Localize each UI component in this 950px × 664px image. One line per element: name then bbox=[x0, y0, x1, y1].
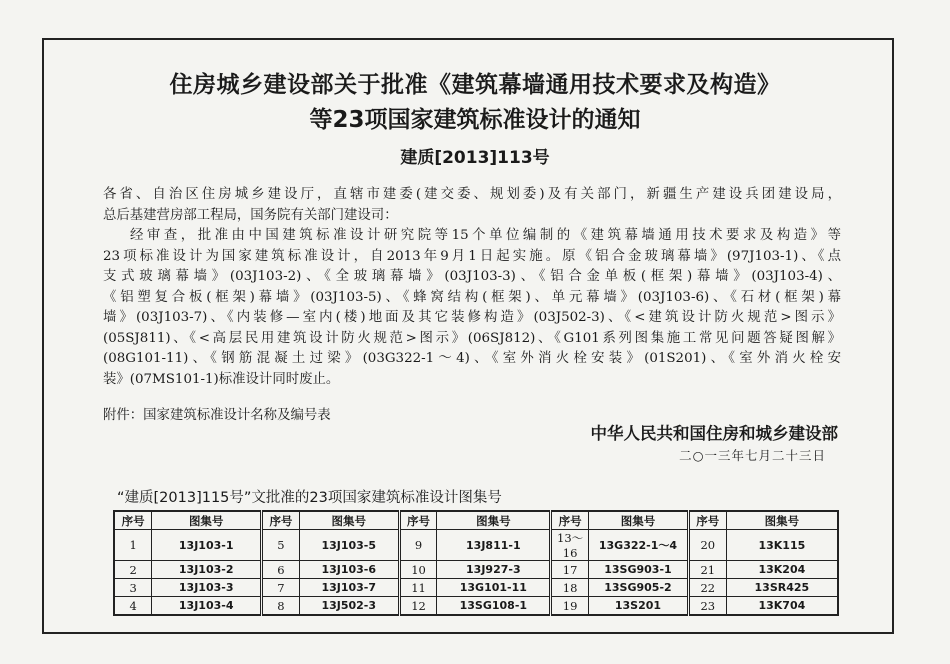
atlas-number: 13S201 bbox=[589, 597, 689, 616]
atlas-number: 13J103-2 bbox=[152, 561, 262, 579]
row-number: 20 bbox=[688, 530, 726, 561]
table-row bbox=[114, 561, 838, 579]
document-number: 建质[2013]113号 bbox=[400, 148, 550, 168]
row-number: 12 bbox=[399, 597, 437, 616]
body-line: 支式玻璃幕墙》(03J103-2)、《全玻璃幕墙》(03J103-3)、《铝合金单板(框架)幕墙》(03J103-4)、 bbox=[103, 269, 841, 284]
row-number: 3 bbox=[114, 579, 152, 597]
body-line: 墙》(03J103-7)、《内装修—室内(楼)地面及其它装修构造》(03J502-3)、《<建筑设计防火规范>图示》 bbox=[103, 310, 841, 325]
atlas-number: 13J811-1 bbox=[437, 530, 551, 561]
row-number: 1 bbox=[114, 530, 152, 561]
row-number: 22 bbox=[688, 579, 726, 597]
atlas-number: 13J502-3 bbox=[299, 597, 399, 616]
row-number: 13～16 bbox=[551, 530, 589, 561]
notice-title-line2: 等23项国家建筑标准设计的通知 bbox=[309, 107, 641, 133]
table-row bbox=[114, 597, 838, 616]
atlas-number: 13J103-6 bbox=[299, 561, 399, 579]
col-header-no: 序号 bbox=[399, 511, 437, 530]
col-header-atlas: 图集号 bbox=[152, 511, 262, 530]
atlas-number: 13SG903-1 bbox=[589, 561, 689, 579]
atlas-number: 13J927-3 bbox=[437, 561, 551, 579]
col-header-atlas: 图集号 bbox=[589, 511, 689, 530]
row-number: 17 bbox=[551, 561, 589, 579]
notice-body bbox=[103, 185, 841, 390]
col-header-atlas: 图集号 bbox=[726, 511, 838, 530]
atlas-number-table bbox=[113, 510, 839, 616]
row-number: 10 bbox=[399, 561, 437, 579]
row-number: 2 bbox=[114, 561, 152, 579]
body-line: (05SJ811)、《<高层民用建筑设计防火规范>图示》(06SJ812)、《G101系列图集施工常见问题答疑图解》 bbox=[103, 330, 841, 346]
col-header-no: 序号 bbox=[688, 511, 726, 530]
col-header-no: 序号 bbox=[551, 511, 589, 530]
atlas-number: 13J103-1 bbox=[152, 530, 262, 561]
issuing-authority: 中华人民共和国住房和城乡建设部 bbox=[590, 424, 838, 443]
row-number: 11 bbox=[399, 579, 437, 597]
issue-date: 二○一三年七月二十三日 bbox=[679, 448, 826, 463]
addressee-line: 总后基建营房部工程局，国务院有关部门建设司： bbox=[103, 207, 398, 223]
row-number: 4 bbox=[114, 597, 152, 616]
body-line: 经审查，批准由中国建筑标准设计研究院等15个单位编制的《建筑幕墙通用技术要求及构造》等 bbox=[130, 228, 841, 243]
body-line: 装》(07MS101-1)标准设计同时废止。 bbox=[103, 371, 340, 387]
atlas-number: 13K204 bbox=[726, 561, 838, 579]
col-header-atlas: 图集号 bbox=[437, 511, 551, 530]
row-number: 7 bbox=[262, 579, 300, 597]
atlas-number: 13J103-5 bbox=[299, 530, 399, 561]
table-row bbox=[114, 530, 838, 561]
row-number: 8 bbox=[262, 597, 300, 616]
atlas-number: 13J103-4 bbox=[152, 597, 262, 616]
table-caption: “建质[2013]115号”文批准的23项国家建筑标准设计图集号 bbox=[117, 490, 502, 506]
atlas-number: 13G101-11 bbox=[437, 579, 551, 597]
atlas-number: 13J103-7 bbox=[299, 579, 399, 597]
atlas-number: 13J103-3 bbox=[152, 579, 262, 597]
body-line: 《铝塑复合板(框架)幕墙》(03J103-5)、《蜂窝结构(框架)、单元幕墙》(03J103-6)、《石材(框架)幕 bbox=[103, 289, 841, 305]
atlas-number: 13SG905-2 bbox=[589, 579, 689, 597]
row-number: 23 bbox=[688, 597, 726, 616]
col-header-atlas: 图集号 bbox=[299, 511, 399, 530]
body-line: 23项标准设计为国家建筑标准设计，自2013年9月1日起实施。原《铝合金玻璃幕墙》(97J103-1)、《点 bbox=[103, 248, 841, 264]
addressee-line: 各省、自治区住房城乡建设厅，直辖市建委(建交委、规划委)及有关部门，新疆生产建设兵团建设局， bbox=[103, 187, 841, 202]
atlas-number: 13SG108-1 bbox=[437, 597, 551, 616]
row-number: 21 bbox=[688, 561, 726, 579]
row-number: 5 bbox=[262, 530, 300, 561]
notice-title: 住房城乡建设部关于批准《建筑幕墙通用技术要求及构造》 bbox=[169, 72, 781, 98]
col-header-no: 序号 bbox=[114, 511, 152, 530]
row-number: 18 bbox=[551, 579, 589, 597]
col-header-no: 序号 bbox=[262, 511, 300, 530]
table-row bbox=[114, 579, 838, 597]
attachment-note: 附件：国家建筑标准设计名称及编号表 bbox=[103, 408, 331, 423]
row-number: 19 bbox=[551, 597, 589, 616]
atlas-number: 13SR425 bbox=[726, 579, 838, 597]
atlas-number: 13K115 bbox=[726, 530, 838, 561]
row-number: 6 bbox=[262, 561, 300, 579]
table-header-row bbox=[114, 511, 838, 530]
body-line: (08G101-11)、《钢筋混凝土过梁》(03G322-1～4)、《室外消火栓安装》(01S201)、《室外消火栓安 bbox=[103, 351, 841, 366]
atlas-number: 13K704 bbox=[726, 597, 838, 616]
atlas-number: 13G322-1～4 bbox=[589, 530, 689, 561]
row-number: 9 bbox=[399, 530, 437, 561]
